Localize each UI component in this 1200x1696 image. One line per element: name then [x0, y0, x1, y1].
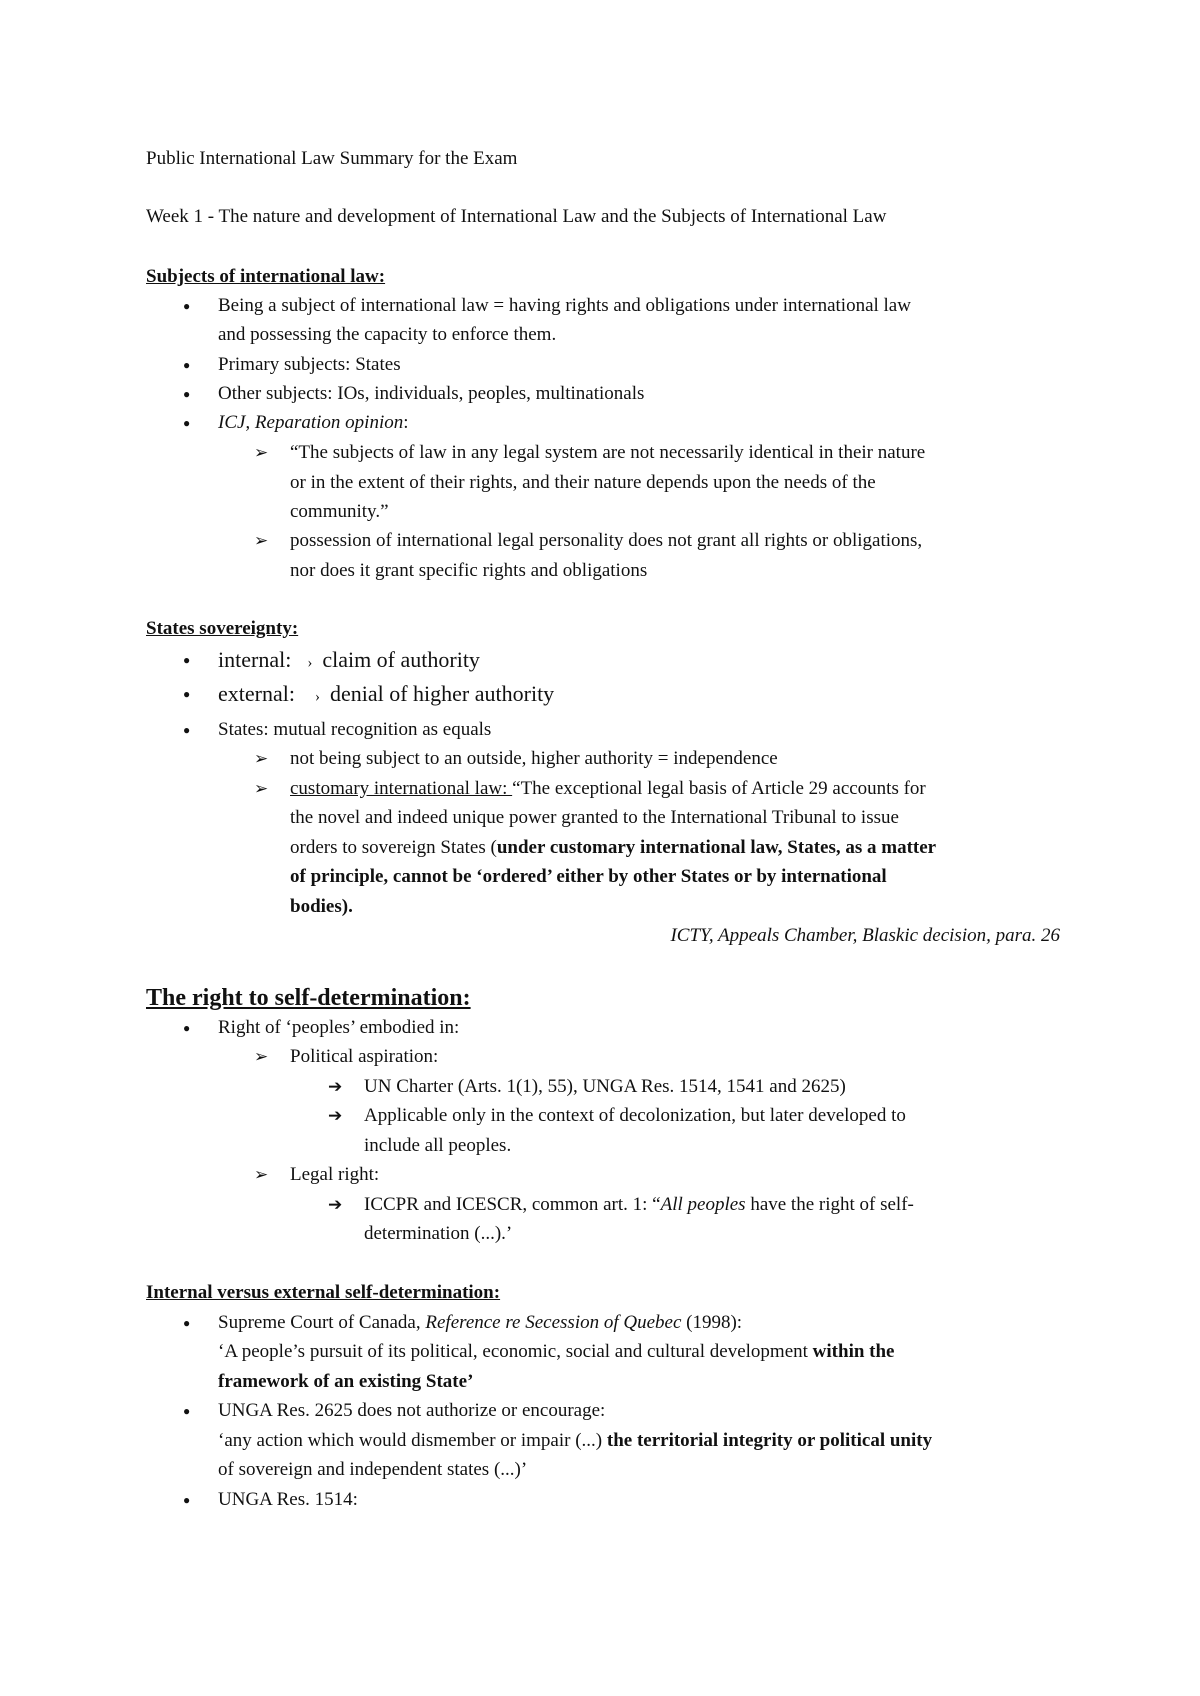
case-name: ICJ, Reparation opinion — [218, 412, 404, 433]
case-name: Reference re Secession of Quebec — [425, 1312, 682, 1333]
bullet-text: Other subjects: IOs, individuals, peoples, multinationals — [218, 383, 645, 404]
chevron-right-icon: › — [307, 655, 313, 671]
sub-bullet-text: community.” — [290, 501, 389, 522]
document-title: Public International Law Summary for the Exam — [146, 148, 518, 169]
section-heading-internal-external: Internal versus external self-determination: — [146, 1282, 501, 1303]
sub-bullet-text: Political aspiration: — [290, 1046, 439, 1067]
bullet-text: Being a subject of international law = having rights and obligations under international law — [218, 295, 911, 316]
bold-text: the territorial integrity or political unity — [606, 1430, 933, 1451]
sub-bullet-text: possession of international legal personality does not grant all rights or obligations, — [290, 530, 923, 551]
bullet-text: States: mutual recognition as equals — [218, 719, 492, 740]
arrowhead-icon: ➢ — [254, 749, 269, 768]
bold-text: under customary international law, States, as a matter — [496, 837, 937, 858]
quote-text: ‘any action which would dismember or impair (...) — [218, 1430, 607, 1451]
bullet-text-pre: Supreme Court of Canada, — [218, 1312, 426, 1333]
arrow-right-icon: ➔ — [328, 1195, 343, 1214]
bullet-text — [218, 1311, 742, 1335]
sub-bullet-text: Legal right: — [290, 1164, 380, 1185]
bullet-text: of sovereign and independent states (...)’ — [218, 1459, 528, 1480]
bullet-text: and possessing the capacity to enforce them. — [218, 324, 557, 345]
bullet-text: Right of ‘peoples’ embodied in: — [218, 1017, 460, 1038]
chevron-right-icon: › — [314, 689, 320, 705]
sub-bullet-text: bodies). — [290, 896, 353, 917]
bullet-text — [218, 1429, 932, 1453]
sub-sub-bullet-text — [364, 1193, 914, 1217]
sub-bullet-text — [290, 836, 936, 860]
sub-sub-bullet-text: UN Charter (Arts. 1(1), 55), UNGA Res. 1514, 1541 and 2625) — [364, 1076, 846, 1097]
sovereignty-text: claim of authority — [322, 647, 480, 672]
bullet-icon: ● — [183, 1404, 191, 1418]
bullet-icon: ● — [183, 416, 191, 430]
quote-text: have the right of self- — [745, 1194, 914, 1215]
bullet-text: UNGA Res. 2625 does not authorize or encourage: — [218, 1400, 606, 1421]
sub-bullet-text — [290, 777, 926, 801]
bullet-icon: ● — [183, 358, 191, 372]
section-heading-sovereignty: States sovereignty: — [146, 618, 299, 639]
sub-bullet-text: “The subjects of law in any legal system are not necessarily identical in their nature — [290, 442, 926, 463]
arrowhead-icon: ➢ — [254, 1165, 269, 1184]
arrowhead-icon: ➢ — [254, 531, 269, 550]
sub-bullet-text: of principle, cannot be ‘ordered’ either by other States or by international — [290, 866, 887, 887]
bullet-icon: ● — [183, 387, 191, 401]
sub-bullet-text: not being subject to an outside, higher authority = independence — [290, 748, 778, 769]
sub-sub-bullet-text: Applicable only in the context of decolonization, but later developed to — [364, 1105, 906, 1126]
citation: ICTY, Appeals Chamber, Blaskic decision, para. 26 — [670, 925, 1060, 946]
bullet-text — [218, 679, 554, 712]
sovereignty-label: external: — [218, 681, 295, 706]
bullet-icon: ● — [183, 1316, 191, 1330]
bullet-icon: ● — [183, 687, 191, 701]
arrowhead-icon: ➢ — [254, 779, 269, 798]
quote-text: ICCPR and ICESCR, common art. 1: “ — [364, 1194, 661, 1215]
sovereignty-text: denial of higher authority — [329, 681, 555, 706]
bold-text: within the — [812, 1341, 895, 1362]
sub-bullet-text: or in the extent of their rights, and their nature depends upon the needs of the — [290, 472, 876, 493]
bullet-icon: ● — [183, 299, 191, 313]
sub-bullet-text: nor does it grant specific rights and obligations — [290, 560, 648, 581]
sub-bullet-text: the novel and indeed unique power granted to the International Tribunal to issue — [290, 807, 899, 828]
section-heading-subjects: Subjects of international law: — [146, 266, 386, 287]
quote-text: ‘A people’s pursuit of its political, economic, social and cultural development — [218, 1341, 813, 1362]
bullet-icon: ● — [183, 653, 191, 667]
italic-text: All peoples — [660, 1194, 746, 1215]
bullet-text: framework of an existing State’ — [218, 1371, 474, 1392]
arrow-right-icon: ➔ — [328, 1106, 343, 1125]
bullet-text-post: (1998): — [681, 1312, 743, 1333]
week-heading: Week 1 - The nature and development of International Law and the Subjects of International Law — [146, 206, 887, 227]
sub-sub-bullet-text: determination (...).’ — [364, 1223, 513, 1244]
bullet-text — [218, 411, 409, 435]
bullet-icon: ● — [183, 723, 191, 737]
arrowhead-icon: ➢ — [254, 443, 269, 462]
quote-text: orders to sovereign States ( — [290, 837, 497, 858]
bullet-text: Primary subjects: States — [218, 354, 401, 375]
bullet-text-tail: : — [403, 412, 409, 433]
section-heading-self-determination: The right to self-determination: — [146, 985, 471, 1011]
bullet-icon: ● — [183, 1493, 191, 1507]
sub-sub-bullet-text: include all peoples. — [364, 1135, 512, 1156]
bullet-icon: ● — [183, 1021, 191, 1035]
sovereignty-label: internal: — [218, 647, 292, 672]
bullet-text — [218, 1340, 895, 1364]
arrowhead-icon: ➢ — [254, 1047, 269, 1066]
underlined-label: customary international law: — [290, 778, 513, 799]
quote-text: “The exceptional legal basis of Article 29 accounts for — [512, 778, 926, 799]
bullet-text — [218, 645, 480, 678]
bullet-text: UNGA Res. 1514: — [218, 1489, 358, 1510]
arrow-right-icon: ➔ — [328, 1077, 343, 1096]
